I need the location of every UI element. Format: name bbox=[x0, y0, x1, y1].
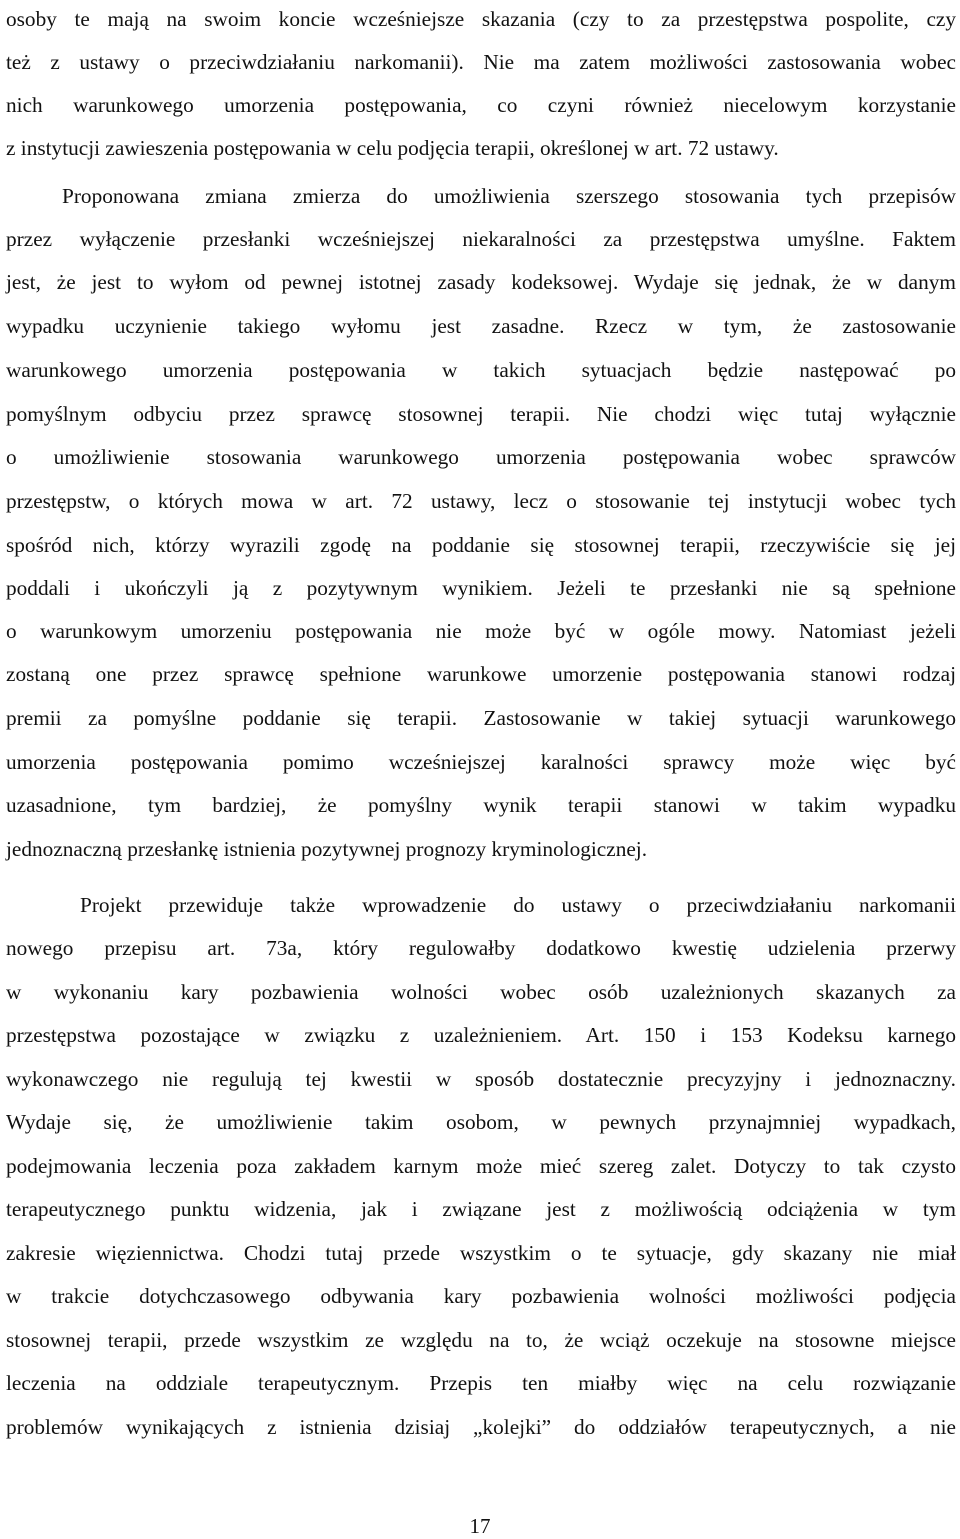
text-line: podejmowania leczenia poza zakładem karnym może mieć szereg zalet. Dotyczy to tak czysto bbox=[6, 1154, 956, 1178]
text-line: osoby te mają na swoim koncie wcześniejsze skazania (czy to za przestępstwa pospolite, czy bbox=[6, 7, 956, 31]
page-number: 17 bbox=[469, 1514, 491, 1538]
text-line: uzasadnione, tym bardziej, że pomyślny wynik terapii stanowi w takim wypadku bbox=[6, 793, 956, 817]
text-line: nich warunkowego umorzenia postępowania, co czyni również niecelowym korzystanie bbox=[6, 93, 956, 117]
text-line: poddali i ukończyli ją z pozytywnym wynikiem. Jeżeli te przesłanki nie są spełnione bbox=[6, 576, 956, 600]
text-line: o warunkowym umorzeniu postępowania nie może być w ogóle mowy. Natomiast jeżeli bbox=[6, 619, 956, 643]
text-line: jednoznaczną przesłankę istnienia pozytywnej prognozy kryminologicznej. bbox=[6, 837, 648, 861]
text-line: w trakcie dotychczasowego odbywania kary pozbawienia wolności możliwości podjęcia bbox=[6, 1284, 956, 1308]
text-line: przez wyłączenie przesłanki wcześniejszej niekaralności za przestępstwa umyślne. Faktem bbox=[6, 227, 956, 251]
text-line: problemów wynikających z istnienia dzisiaj „kolejki” do oddziałów terapeutycznych, a nie bbox=[6, 1415, 956, 1439]
text-line: wypadku uczynienie takiego wyłomu jest zasadne. Rzecz w tym, że zastosowanie bbox=[6, 314, 956, 338]
text-line: nowego przepisu art. 73a, który regulowałby dodatkowo kwestię udzielenia przerwy bbox=[6, 936, 956, 960]
text-line: premii za pomyślne poddanie się terapii. Zastosowanie w takiej sytuacji warunkowego bbox=[6, 706, 956, 730]
text-line: też z ustawy o przeciwdziałaniu narkomanii). Nie ma zatem możliwości zastosowania wobec bbox=[6, 50, 956, 74]
text-line: stosownej terapii, przede wszystkim ze względu na to, że wciąż oczekuje na stosowne miejsce bbox=[6, 1328, 956, 1352]
text-line: terapeutycznego punktu widzenia, jak i związane jest z możliwością odciążenia w tym bbox=[6, 1197, 956, 1221]
text-line: wykonawczego nie regulują tej kwestii w sposób dostatecznie precyzyjny i jednoznaczny. bbox=[6, 1067, 956, 1091]
text-line: Projekt przewiduje także wprowadzenie do ustawy o przeciwdziałaniu narkomanii bbox=[80, 893, 956, 917]
text-line: z instytucji zawieszenia postępowania w celu podjęcia terapii, określonej w art. 72 ustawy. bbox=[6, 136, 779, 160]
text-line: umorzenia postępowania pomimo wcześniejszej karalności sprawcy może więc być bbox=[6, 750, 956, 774]
text-line: w wykonaniu kary pozbawienia wolności wobec osób uzależnionych skazanych za bbox=[6, 980, 956, 1004]
text-line: przestępstwa pozostające w związku z uzależnieniem. Art. 150 i 153 Kodeksu karnego bbox=[6, 1023, 956, 1047]
text-line: zostaną one przez sprawcę spełnione warunkowe umorzenie postępowania stanowi rodzaj bbox=[6, 662, 956, 686]
text-line: zakresie więziennictwa. Chodzi tutaj przede wszystkim o te sytuacje, gdy skazany nie miał bbox=[6, 1241, 956, 1265]
text-line: o umożliwienie stosowania warunkowego umorzenia postępowania wobec sprawców bbox=[6, 445, 956, 469]
text-line: przestępstw, o których mowa w art. 72 ustawy, lecz o stosowanie tej instytucji wobec tych bbox=[6, 489, 956, 513]
document-page bbox=[6, 0, 956, 1537]
text-line: warunkowego umorzenia postępowania w takich sytuacjach będzie następować po bbox=[6, 358, 956, 382]
text-line: Proponowana zmiana zmierza do umożliwienia szerszego stosowania tych przepisów bbox=[62, 184, 956, 208]
text-line: jest, że jest to wyłom od pewnej istotnej zasady kodeksowej. Wydaje się jednak, że w danym bbox=[6, 270, 956, 294]
text-line: leczenia na oddziale terapeutycznym. Przepis ten miałby więc na celu rozwiązanie bbox=[6, 1371, 956, 1395]
text-line: spośród nich, którzy wyrazili zgodę na poddanie się stosownej terapii, rzeczywiście się jej bbox=[6, 533, 956, 557]
text-line: Wydaje się, że umożliwienie takim osobom, w pewnych przynajmniej wypadkach, bbox=[6, 1110, 956, 1134]
text-line: pomyślnym odbyciu przez sprawcę stosownej terapii. Nie chodzi więc tutaj wyłącznie bbox=[6, 402, 956, 426]
